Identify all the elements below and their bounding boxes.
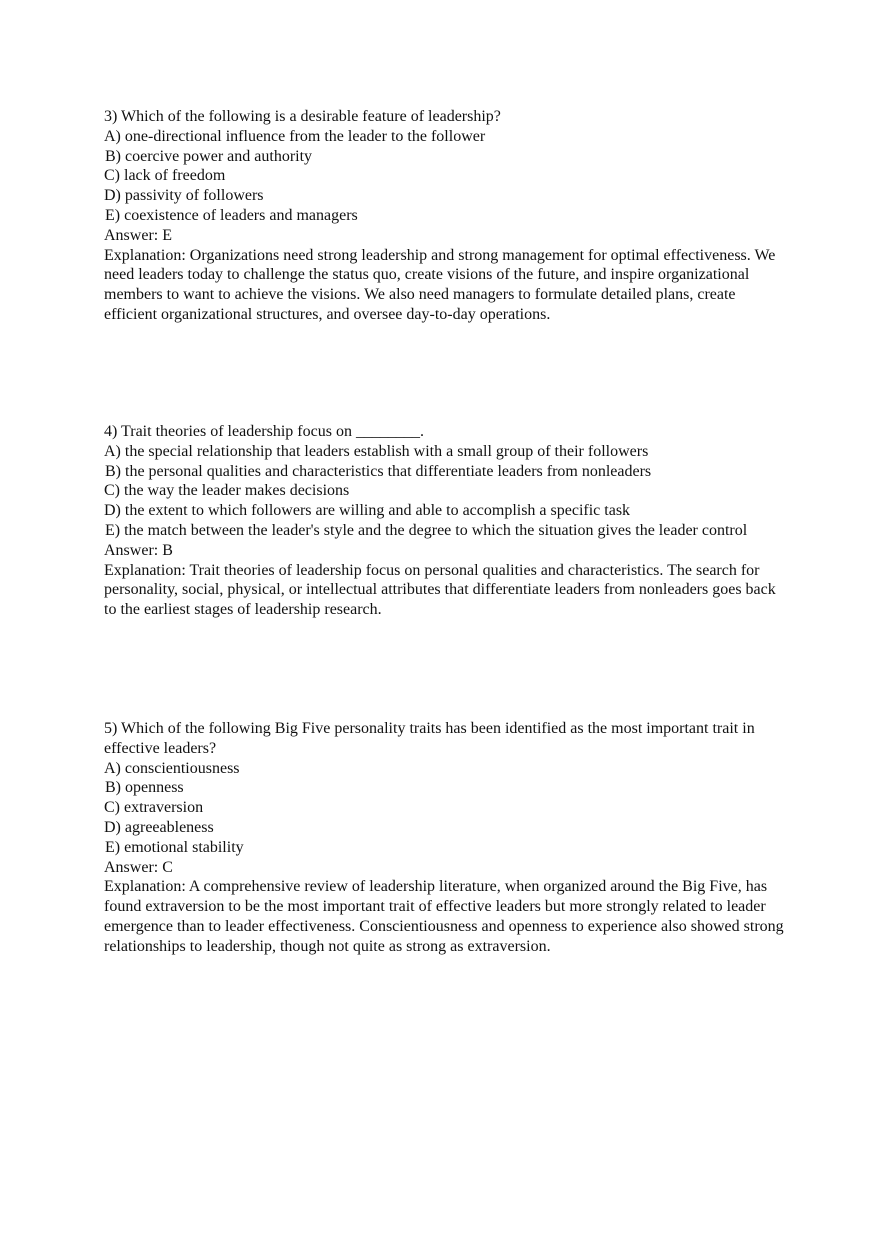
question-5 [104,719,784,957]
question-stem: 3) Which of the following is a desirable feature of leadership? [104,108,501,125]
option-c: C) extraversion [104,799,204,817]
option-b: B) the personal qualities and characteristics that differentiate leaders from nonleaders [105,462,652,480]
option-a: A) one-directional influence from the leader to the follower [104,127,486,145]
answer-line: Answer: B [104,541,173,559]
explanation-text: Explanation: A comprehensive review of leadership literature, when organized around the Big Five, has found extraversion to be the most important trait of effective leaders but more strongly related to leader emergence than to leader effectiveness. Conscientiousness and openness to experience also showed strong relationships to leadership, though not quite as strong as extraversion. [104,878,784,955]
option-b: B) coercive power and authority [105,147,313,165]
option-c: C) the way the leader makes decisions [104,482,350,500]
option-e: E) coexistence of leaders and managers [105,206,358,224]
option-d: D) agreeableness [104,818,214,836]
option-e: E) the match between the leader's style and the degree to which the situation gives the leader control [105,521,748,539]
option-b: B) openness [105,779,184,797]
option-a: A) the special relationship that leaders establish with a small group of their followers [104,442,649,460]
option-e: E) emotional stability [105,838,244,856]
question-stem: 5) Which of the following Big Five personality traits has been identified as the most important trait in effective leaders? [104,720,755,757]
option-a: A) conscientiousness [104,759,240,777]
answer-line: Answer: E [104,226,172,244]
option-c: C) lack of freedom [104,167,226,185]
explanation-text: Explanation: Trait theories of leadership focus on personal qualities and characteristics. The search for personality, social, physical, or intellectual attributes that differentiate leaders from nonleaders goes back to the earliest stages of leadership research. [104,561,776,619]
question-4 [104,422,784,620]
question-3 [104,107,784,325]
answer-line: Answer: C [104,858,173,876]
option-d: D) the extent to which followers are willing and able to accomplish a specific task [104,502,631,520]
explanation-text: Explanation: Organizations need strong leadership and strong management for optimal effectiveness. We need leaders today to challenge the status quo, create visions of the future, and inspire organizational members to want to achieve the visions. We also need managers to formulate detailed plans, create efficient organizational structures, and oversee day-to-day operations. [104,246,776,323]
question-stem: 4) Trait theories of leadership focus on ________. [104,423,424,440]
option-d: D) passivity of followers [104,187,264,205]
